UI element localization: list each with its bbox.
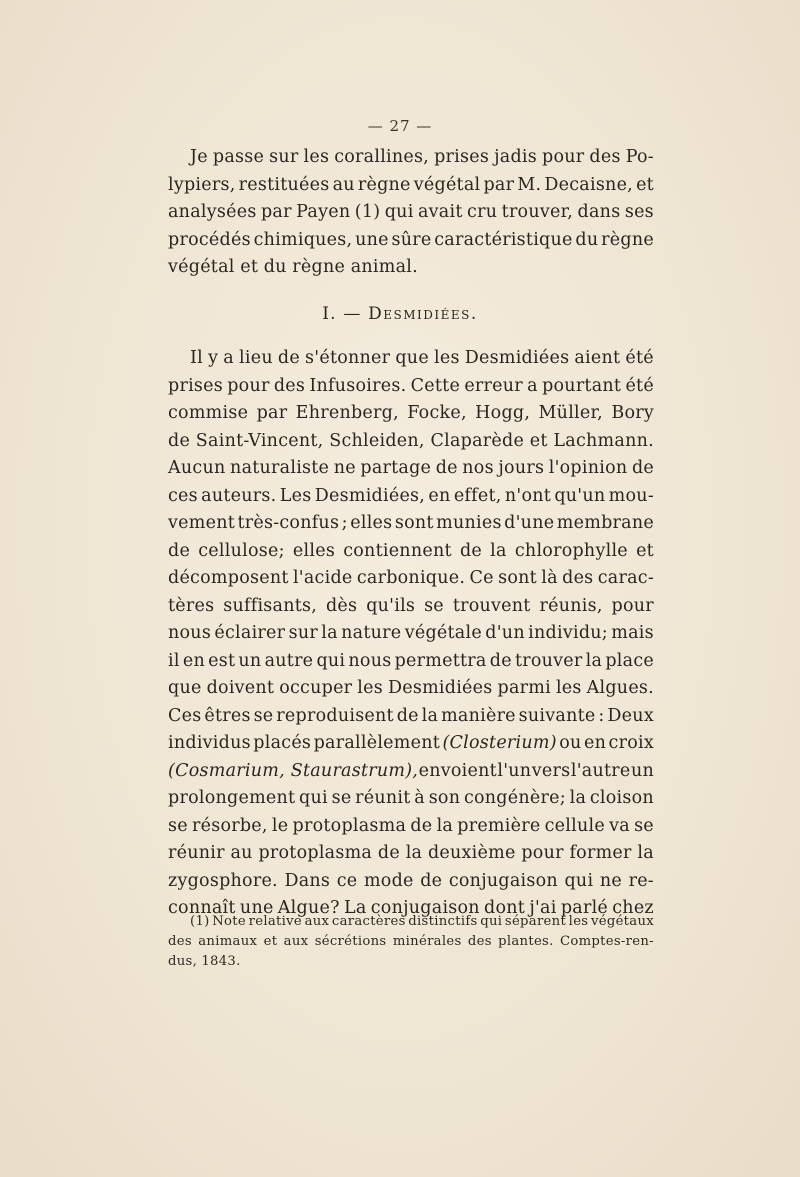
word: prolongement (168, 788, 296, 808)
text-line (168, 538, 654, 566)
word: chlorophylle (514, 540, 628, 561)
text-line (168, 455, 654, 483)
word: Aucun (168, 458, 226, 478)
word: pour (521, 843, 564, 863)
word: en (182, 650, 205, 671)
word: qu'un (554, 485, 606, 506)
word: auteurs. (201, 485, 277, 506)
word: au (230, 843, 253, 863)
word: protoplasma (292, 815, 407, 836)
word: nous (348, 650, 392, 671)
word: et (636, 174, 654, 195)
section-numeral: I. — (322, 304, 362, 324)
word: l'un (497, 760, 532, 781)
word: du (263, 257, 287, 277)
word: munies (436, 513, 502, 533)
word: de (435, 458, 458, 478)
word: et (263, 934, 278, 949)
word: passe (212, 147, 265, 167)
word: jadis (494, 147, 537, 167)
word: une (355, 229, 389, 250)
word: parlé (560, 898, 609, 918)
word: qui (316, 650, 346, 671)
word: commise (168, 403, 249, 423)
word: séparent (504, 914, 567, 929)
word: s'étonner (305, 348, 391, 368)
word: de (396, 705, 419, 726)
word: chez (612, 898, 654, 918)
text-line (168, 172, 654, 200)
word: règne (357, 174, 411, 195)
text-line (168, 373, 654, 401)
word: des (589, 147, 621, 167)
word: re- (628, 870, 654, 891)
word: nature (341, 623, 402, 643)
word: trouvent (452, 595, 531, 616)
word: réunit (355, 788, 411, 808)
word: relative (248, 914, 302, 929)
word: pour (542, 147, 585, 167)
word: la (585, 650, 603, 671)
word: se (424, 595, 444, 616)
word: Infusoires. (309, 375, 407, 396)
word: cellulose; (198, 540, 285, 561)
word: Desmidiées (464, 348, 570, 368)
word: analysées (168, 202, 257, 222)
word: minérales (392, 934, 462, 949)
word: dont (484, 898, 526, 918)
word: chimiques, (253, 229, 353, 250)
word: une (239, 898, 274, 918)
text-line (168, 565, 654, 593)
word: Lachmann. (553, 430, 654, 451)
word: Desmidiées (387, 678, 493, 698)
word: d'un (485, 623, 525, 643)
word: réunis, (539, 595, 603, 616)
word: des (273, 375, 306, 396)
word: aux (283, 934, 309, 949)
word: n'ont (504, 485, 552, 506)
word: là (541, 568, 558, 588)
word: éclairer (214, 623, 286, 643)
word: les (357, 678, 383, 698)
paragraph-corallines (168, 144, 654, 282)
word: par (483, 174, 515, 195)
word: l'autre (570, 760, 631, 781)
word: animal. (350, 257, 418, 277)
word: les (434, 348, 460, 368)
word: et (240, 257, 259, 277)
word: d'une (504, 513, 555, 533)
word: des (562, 568, 594, 588)
text-line (168, 785, 654, 813)
text-line (168, 620, 654, 648)
word: doivent (206, 678, 275, 698)
word: de (420, 870, 443, 891)
word: Hogg, (475, 403, 531, 423)
word: Ce (469, 568, 494, 588)
word: il (168, 650, 180, 671)
word: décomposent (168, 568, 289, 588)
word: ces (168, 485, 198, 506)
word: avait (417, 202, 463, 222)
word: animaux (198, 934, 258, 949)
word: se (168, 815, 188, 836)
footnote (168, 912, 654, 972)
word: mais (611, 623, 654, 643)
word: lieu (239, 348, 273, 368)
word: Note (212, 914, 246, 929)
text-line (168, 428, 654, 456)
word: nos (462, 458, 494, 478)
word: réunir (168, 843, 225, 863)
text-line (168, 199, 654, 227)
word: Cette (410, 375, 461, 396)
text-line (168, 868, 654, 896)
word: autre (264, 650, 314, 671)
word: occuper (279, 678, 353, 698)
word: Schleiden, (329, 430, 425, 451)
word: former (569, 843, 632, 863)
word: sont (394, 513, 434, 533)
word: carac- (597, 568, 654, 588)
word: Dans (284, 870, 331, 891)
word: pour (611, 595, 654, 616)
word: que (395, 348, 429, 368)
word: Saint-Vincent, (195, 430, 324, 451)
word: ; (341, 513, 348, 533)
word: la (637, 843, 654, 863)
footnote-line (168, 912, 654, 932)
word: j'ai (529, 898, 557, 918)
word: un (238, 650, 262, 671)
word: Müller, (538, 403, 603, 423)
word: des (467, 934, 492, 949)
word: de (410, 815, 433, 836)
word: la (405, 843, 423, 863)
word: caractéristique (434, 229, 573, 250)
word: pourtant (542, 375, 622, 396)
word: la (569, 788, 587, 808)
word: procédés (168, 229, 251, 250)
word: résorbe, (192, 815, 268, 836)
word: Po- (625, 147, 654, 167)
word: place (605, 650, 654, 671)
word: est (208, 650, 236, 671)
word: de (489, 650, 512, 671)
paragraph-desmidiees (168, 345, 654, 923)
text-line (168, 345, 654, 373)
text-line (168, 840, 654, 868)
word: naturaliste (230, 458, 330, 478)
word: conjugaison (448, 870, 558, 891)
word: aient (574, 348, 621, 368)
word: prises (434, 147, 490, 167)
word: la (421, 705, 439, 726)
word: en (583, 733, 607, 753)
word: trouver (514, 650, 583, 671)
text-line (168, 703, 654, 731)
word: un (630, 760, 654, 781)
word: par (256, 403, 288, 423)
word: été (625, 348, 654, 368)
page-number: — 27 — (367, 117, 433, 135)
word: effet, (453, 485, 502, 506)
word: Claparède (430, 430, 525, 451)
word: elles (350, 513, 393, 533)
word: végétaux (590, 914, 654, 929)
word: croix (608, 733, 654, 753)
word: végétal (413, 174, 481, 195)
word: son (428, 788, 461, 808)
word: Ehrenberg, (295, 403, 399, 423)
word: de (631, 458, 654, 478)
word: êtres (204, 705, 251, 726)
word: de (377, 843, 400, 863)
word: partage (360, 458, 432, 478)
word: à (414, 788, 425, 808)
text-line (168, 758, 654, 786)
word: sur (269, 147, 299, 167)
word: règne (292, 257, 346, 277)
word: mode (363, 870, 414, 891)
word: et (636, 540, 654, 561)
word: par (260, 202, 292, 222)
word: Algues. (586, 678, 654, 698)
word: ce (336, 870, 358, 891)
word: première (457, 815, 541, 836)
word: la (321, 623, 338, 643)
text-line (168, 400, 654, 428)
word: qui (299, 788, 328, 808)
text-line (168, 648, 654, 676)
word: permettra (394, 650, 487, 671)
word: conjugaison (370, 898, 480, 918)
text-line (168, 593, 654, 621)
word: ne (599, 870, 623, 891)
word: Ces (168, 705, 202, 726)
word: pour (227, 375, 270, 396)
word: caractères (331, 914, 406, 929)
word: Payen (296, 202, 351, 222)
footnote-line (168, 932, 654, 952)
text-line (168, 510, 654, 538)
word: parmi (497, 678, 551, 698)
word: a (527, 375, 538, 396)
section-title: Desmidiées. (368, 304, 478, 324)
word: très-confus (237, 513, 340, 533)
word: du (575, 229, 599, 250)
word: et (529, 430, 548, 451)
word: M. (517, 174, 542, 195)
word: elles (292, 540, 336, 561)
word: suffisants, (223, 595, 318, 616)
word: les (555, 678, 582, 698)
footnote-marker: (1) (190, 914, 210, 929)
word: des (168, 934, 192, 949)
text-line (168, 227, 654, 255)
word: ses (624, 202, 654, 222)
word: distinctifs (408, 914, 478, 929)
word: de (168, 540, 191, 561)
word: la (436, 815, 454, 836)
word: contiennent (343, 540, 452, 561)
footnote-line (168, 952, 654, 972)
word: de (459, 540, 482, 561)
word: vement (168, 513, 235, 533)
word: se (331, 788, 352, 808)
word: parallèlement (313, 733, 441, 753)
word: lypiers, (168, 174, 236, 195)
word: suivante (518, 705, 596, 726)
word: congénère; (463, 788, 566, 808)
word: les (303, 147, 330, 167)
word: Focke, (407, 403, 467, 423)
word: été (625, 375, 654, 396)
word: de (277, 348, 300, 368)
word: deuxième (427, 843, 516, 863)
text-line (168, 483, 654, 511)
text-line (168, 813, 654, 841)
word: cru (467, 202, 498, 222)
word: ne (333, 458, 356, 478)
word: le (271, 815, 289, 836)
word: nous (168, 623, 212, 643)
word: dus, (168, 954, 198, 969)
word: règne (601, 229, 654, 250)
word: Je (190, 147, 208, 167)
word: restituées (238, 174, 330, 195)
word: reproduisent (276, 705, 394, 726)
word: Bory (611, 403, 654, 423)
word: Il (190, 348, 204, 368)
word: 1843. (201, 954, 241, 969)
word: en (428, 485, 451, 506)
word: ou (559, 733, 582, 753)
word: carbonique. (356, 568, 466, 588)
word: prises (168, 375, 223, 396)
word: qu'ils (366, 595, 416, 616)
word: aux (304, 914, 330, 929)
word: La (343, 898, 367, 918)
word: manière (441, 705, 516, 726)
word: Desmidiées, (314, 485, 426, 506)
word: Decaisne, (544, 174, 633, 195)
word: se (634, 815, 654, 836)
word: va (609, 815, 630, 836)
text-line (168, 730, 654, 758)
word: envoient (418, 760, 497, 781)
word: individu; (528, 623, 608, 643)
word: végétale (404, 623, 482, 643)
word: jours (498, 458, 545, 478)
word: y (208, 348, 219, 368)
word: connaît (168, 898, 236, 918)
word: que (168, 678, 202, 698)
word: Algue? (277, 898, 340, 918)
word: végétal (168, 257, 235, 277)
word: zygosphore. (168, 870, 278, 891)
word: sur (288, 623, 318, 643)
word: Deux (607, 705, 654, 726)
word: individus (168, 733, 251, 753)
text-line (168, 675, 654, 703)
word: vers (531, 760, 571, 781)
word: au (332, 174, 355, 195)
word: sécrétions (314, 934, 387, 949)
word: sont (498, 568, 537, 588)
text-line (168, 144, 654, 172)
word: dans (577, 202, 621, 222)
word: Comptes-ren- (559, 934, 654, 949)
word: mou- (608, 485, 654, 506)
word: erreur (464, 375, 523, 396)
word: cloison (589, 788, 654, 808)
word: trouver, (501, 202, 574, 222)
word: protoplasma (258, 843, 373, 863)
word: qui (564, 870, 594, 891)
word: les (568, 914, 589, 929)
section-heading (0, 304, 800, 324)
word: cellule (544, 815, 605, 836)
word: corallines, (334, 147, 430, 167)
word: l'acide (292, 568, 353, 588)
word: se (253, 705, 274, 726)
word: plantes. (498, 934, 554, 949)
taxon-name: (Cosmarium, Staurastrum), (168, 760, 419, 781)
word: : (598, 705, 605, 726)
word: tères (168, 595, 215, 616)
word: membrane (556, 513, 654, 533)
word: l'opinion (548, 458, 628, 478)
word: qui (480, 914, 503, 929)
footnote-ref: (1) (354, 202, 381, 222)
word: placés (253, 733, 312, 753)
word: de (168, 430, 191, 451)
text-line (168, 254, 654, 282)
word: dès (325, 595, 358, 616)
word: qui (384, 202, 414, 222)
word: la (490, 540, 507, 561)
taxon-name: (Closterium) (442, 733, 557, 753)
word: a (223, 348, 234, 368)
word: Les (279, 485, 312, 506)
word: sûre (391, 229, 432, 250)
